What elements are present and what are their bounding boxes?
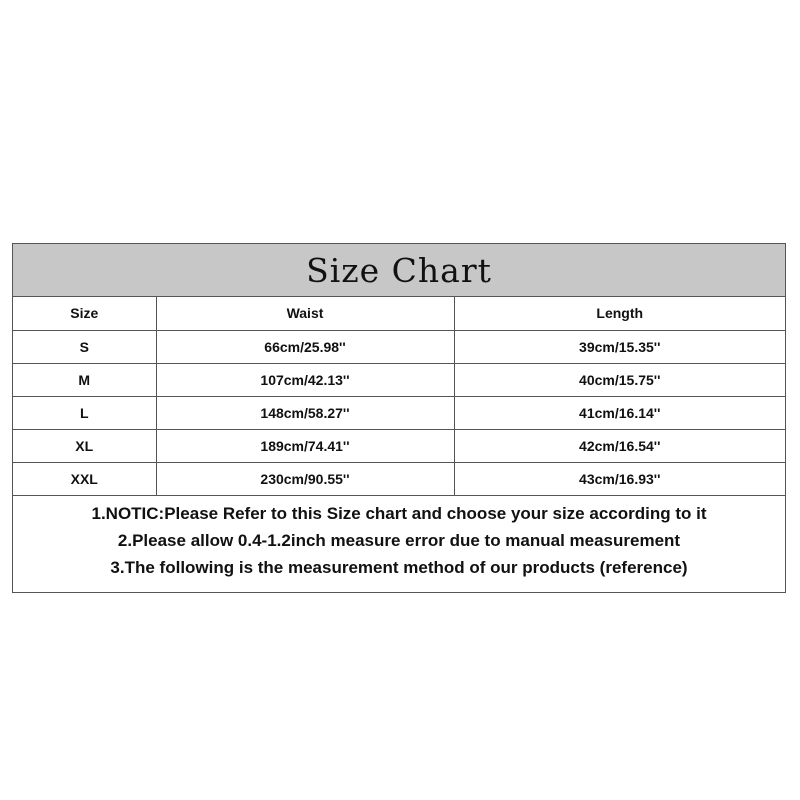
note-1: 1.NOTIC:Please Refer to this Size chart and choose your size according to it (91, 503, 707, 523)
note-3: 3.The following is the measurement method of our products (reference) (110, 557, 688, 577)
cell-waist: 148cm/58.27'' (156, 396, 454, 429)
size-chart (12, 243, 786, 593)
cell-length: 41cm/16.14'' (454, 396, 785, 429)
cell-length: 42cm/16.54'' (454, 429, 785, 462)
cell-waist: 189cm/74.41'' (156, 429, 454, 462)
table-row (13, 396, 785, 429)
cell-waist: 107cm/42.13'' (156, 363, 454, 396)
cell-length: 39cm/15.35'' (454, 330, 785, 363)
header-waist: Waist (156, 297, 454, 330)
header-length: Length (454, 297, 785, 330)
cell-size: XL (13, 429, 156, 462)
table-row (13, 330, 785, 363)
cell-waist: 66cm/25.98'' (156, 330, 454, 363)
table-row (13, 462, 785, 495)
note-2: 2.Please allow 0.4-1.2inch measure error due to manual measurement (117, 530, 681, 550)
cell-size: M (13, 363, 156, 396)
cell-waist: 230cm/90.55'' (156, 462, 454, 495)
cell-size: S (13, 330, 156, 363)
chart-title: Size Chart (13, 244, 785, 297)
cell-size: L (13, 396, 156, 429)
cell-length: 43cm/16.93'' (454, 462, 785, 495)
notes-section (13, 496, 785, 581)
table-header-row (13, 297, 785, 330)
table-row (13, 363, 785, 396)
table-row (13, 429, 785, 462)
header-size: Size (13, 297, 156, 330)
cell-size: XXL (13, 462, 156, 495)
size-table (13, 297, 785, 496)
cell-length: 40cm/15.75'' (454, 363, 785, 396)
